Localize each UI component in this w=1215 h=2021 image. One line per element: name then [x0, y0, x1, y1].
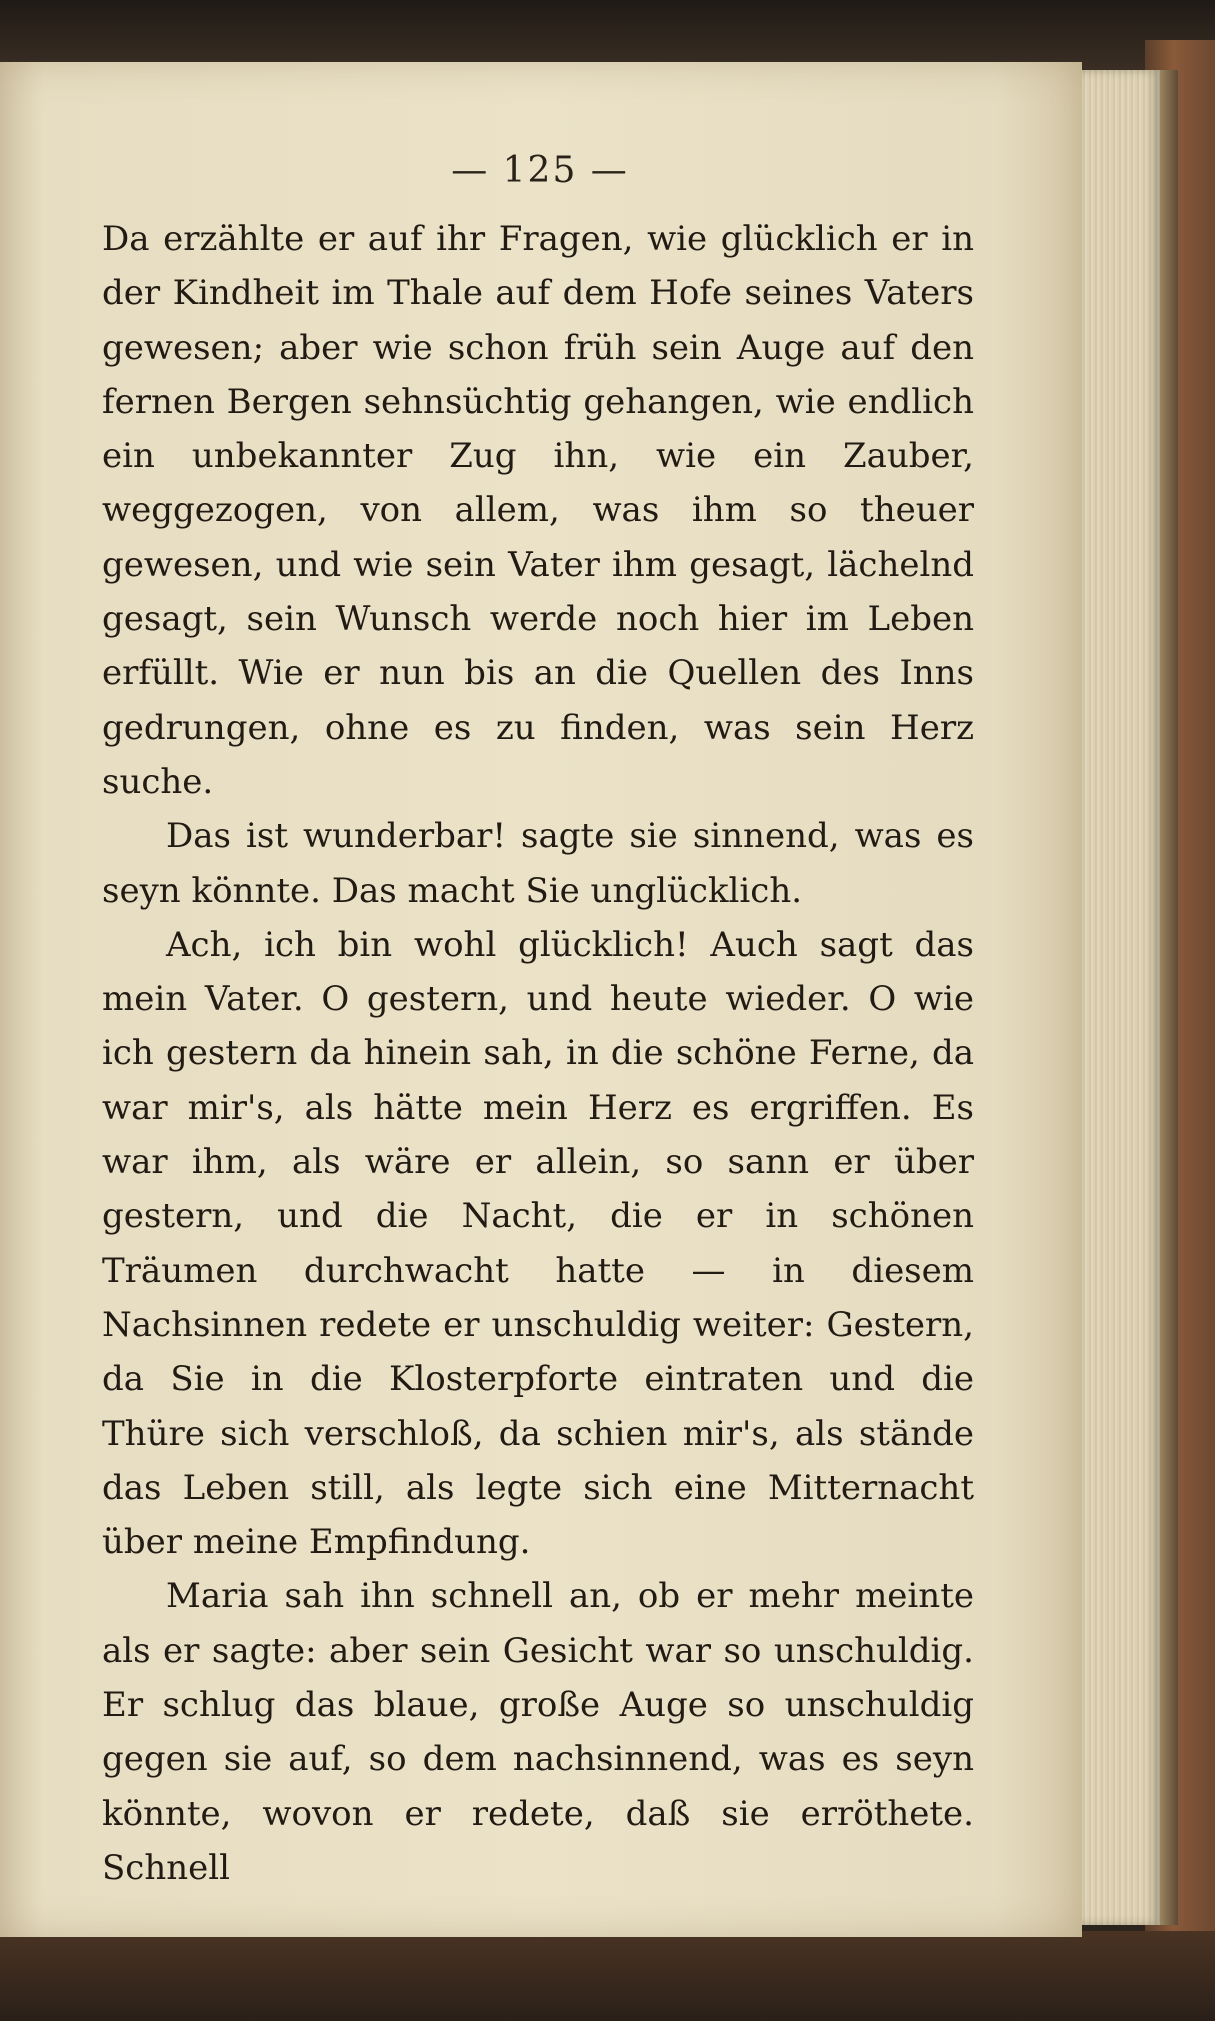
paragraph-3: Ach, ich bin wohl glücklich! Auch sagt das mein Vater. O gestern, und heute wieder. O wie ich gestern da hinein sah, in die schöne Ferne, da war mir's, als hätte mein Herz es ergriffen. Es war ihm, als wäre er allein, so sann er über gestern, und die Nacht, die er in schönen Träumen durchwacht hatte — in diesem Nachsinnen redete er unschuldig weiter: Gestern, da Sie in die Klosterpforte eintraten und die Thüre sich verschloß, da schien mir's, als stände das Leben still, als legte sich eine Mitternacht über meine Empfindung.	[102, 924, 974, 1563]
page-edges	[1082, 70, 1160, 1925]
page-number-header: — 125 —	[451, 150, 629, 191]
paragraph-4: Maria sah ihn schnell an, ob er mehr meinte als er sagte: aber sein Gesicht war so unschuldig. Er schlug das blaue, große Auge so unschuldig gegen sie auf, so dem nachsinnend, was es seyn könnte, wovon er redete, daß sie erröthete. Schnell	[102, 1576, 974, 1888]
book-cover-top	[0, 0, 1215, 70]
page-body	[102, 212, 974, 1895]
paragraph-2: Das ist wunderbar! sagte sie sinnend, was es seyn könnte. Das macht Sie unglücklich.	[102, 816, 974, 911]
paragraph-1: Da erzählte er auf ihr Fragen, wie glücklich er in der Kindheit im Thale auf dem Hofe seines Vaters gewesen; aber wie schon früh sein Auge auf den fernen Bergen sehnsüchtig gehangen, wie endlich ein unbekannter Zug ihn, wie ein Zauber, weggezogen, von allem, was ihm so theuer gewesen, und wie sein Vater ihm gesagt, lächelnd gesagt, sein Wunsch werde noch hier im Leben erfüllt. Wie er nun bis an die Quellen des Inns gedrungen, ohne es zu finden, was sein Herz suche.	[102, 219, 974, 802]
book-cover-bottom	[0, 1931, 1215, 2021]
